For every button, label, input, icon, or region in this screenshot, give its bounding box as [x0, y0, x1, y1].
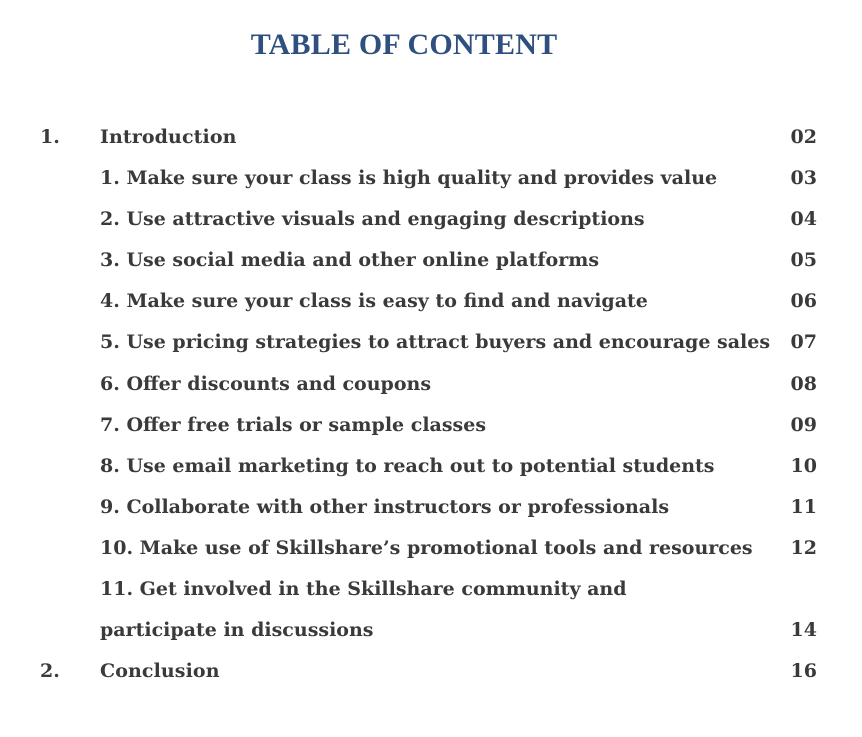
toc-entry-text: Conclusion: [100, 660, 220, 683]
toc-entry-page: 05: [790, 249, 817, 272]
table-of-contents: [0, 117, 862, 692]
toc-entry: [0, 446, 862, 487]
toc-entry-text: 3. Use social media and other online platforms: [100, 249, 600, 272]
toc-entry-page: 12: [790, 536, 817, 559]
toc-entry: [0, 651, 862, 692]
toc-entry: [0, 569, 862, 610]
toc-entry: [0, 610, 862, 651]
toc-entry-text: Introduction: [100, 126, 237, 148]
toc-entry-page: 16: [790, 660, 817, 683]
toc-entry-page: 02: [790, 126, 817, 148]
toc-entry-text: 5. Use pricing strategies to attract buyers and encourage sales: [100, 331, 771, 354]
page-title: TABLE OF CONTENT: [250, 28, 558, 61]
toc-entry-text: 8. Use email marketing to reach out to potential students: [100, 454, 715, 477]
toc-entry: [0, 322, 862, 363]
toc-entry: [0, 405, 862, 446]
toc-entry-text: 11. Get involved in the Skillshare community and: [100, 578, 627, 601]
toc-entry-text: 4. Make sure your class is easy to find and navigate: [100, 290, 648, 313]
toc-entry-text: 10. Make use of Skillshare’s promotional tools and resources: [100, 536, 753, 559]
toc-entry-page: 04: [790, 208, 817, 231]
toc-entry: [0, 158, 862, 199]
toc-entry-page: 11: [790, 495, 817, 518]
toc-entry-text: 6. Offer discounts and coupons: [100, 372, 432, 395]
toc-entry-page: 10: [790, 454, 817, 477]
toc-entry-text: 2. Use attractive visuals and engaging descriptions: [100, 208, 645, 231]
toc-entry-page: 07: [790, 331, 817, 354]
toc-entry-text: 7. Offer free trials or sample classes: [100, 413, 487, 436]
toc-entry-page: 14: [790, 619, 817, 642]
toc-entry: [0, 364, 862, 405]
toc-entry-text: participate in discussions: [100, 619, 374, 642]
toc-entry-page: 08: [790, 372, 817, 395]
toc-entry: [0, 199, 862, 240]
toc-entry-page: 03: [790, 167, 817, 190]
toc-entry: [0, 240, 862, 281]
toc-entry-text: 9. Collaborate with other instructors or professionals: [100, 495, 670, 518]
toc-entry-page: 06: [790, 290, 817, 313]
toc-entry-text: 1. Make sure your class is high quality and provides value: [100, 167, 718, 190]
toc-entry-number: 2.: [40, 660, 60, 683]
toc-entry: [0, 117, 862, 158]
toc-entry: [0, 281, 862, 322]
toc-entry: [0, 528, 862, 569]
toc-entry: [0, 487, 862, 528]
toc-entry-number: 1.: [40, 126, 60, 148]
toc-entry-page: 09: [790, 413, 817, 436]
